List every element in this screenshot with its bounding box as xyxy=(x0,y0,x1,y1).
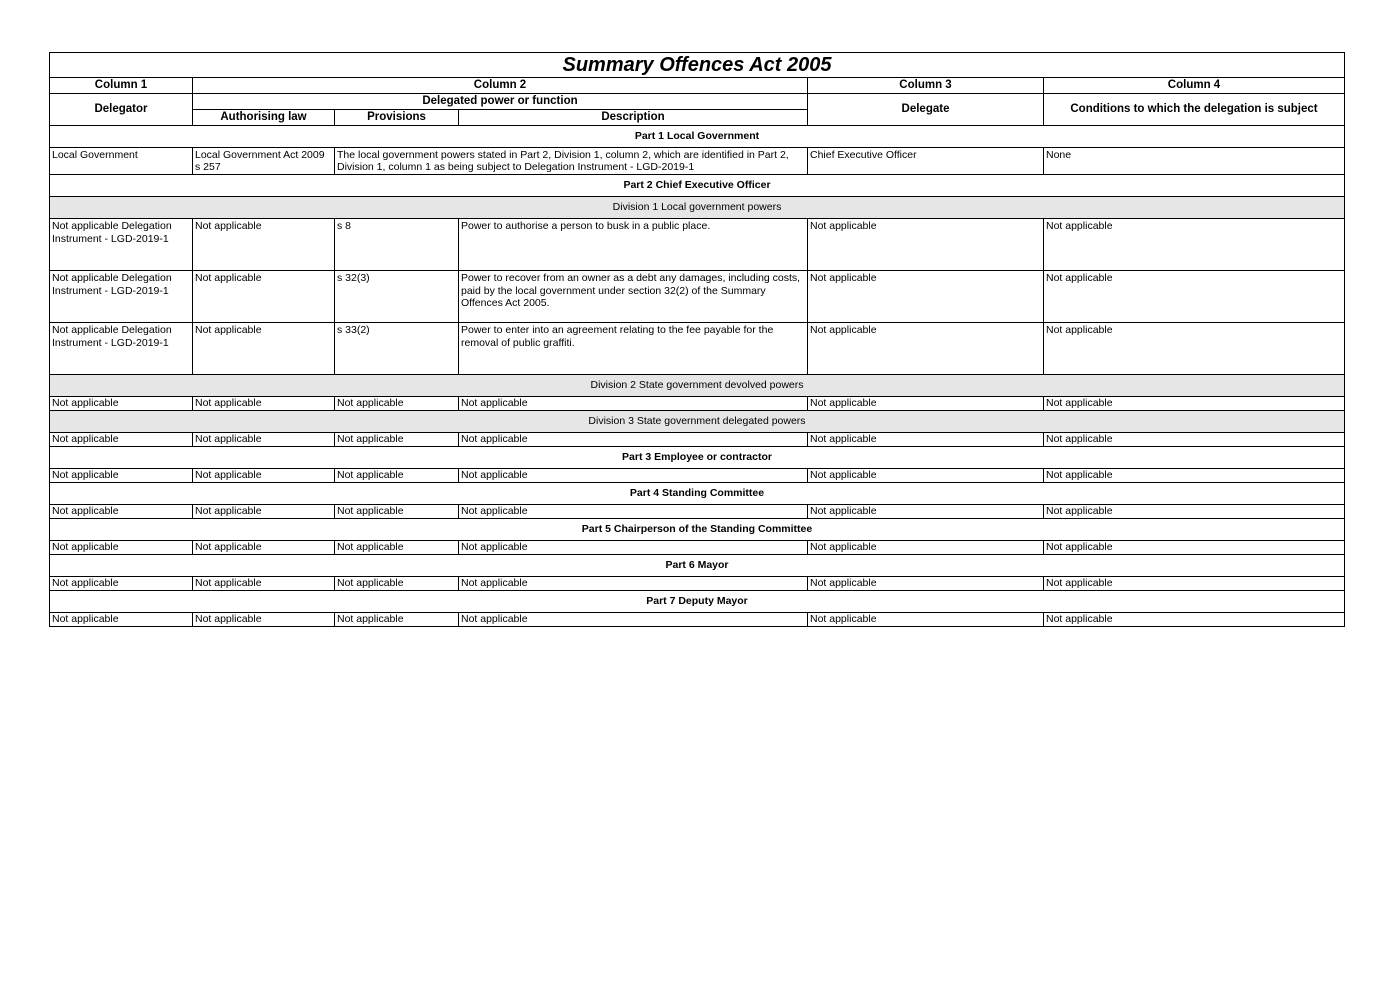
delegate-cell: Not applicable xyxy=(808,219,1044,271)
part-4-heading-row xyxy=(50,483,1345,505)
part-7-title: Part 7 Deputy Mayor xyxy=(50,591,1345,613)
authorising-law-header: Authorising law xyxy=(193,110,335,126)
na-cell: Not applicable xyxy=(335,397,459,411)
part-7-heading-row xyxy=(50,591,1345,613)
delegate-cell: Not applicable xyxy=(808,271,1044,323)
na-cell: Not applicable xyxy=(193,613,335,627)
na-cell: Not applicable xyxy=(808,505,1044,519)
delegate-header: Delegate xyxy=(808,94,1044,126)
na-cell: Not applicable xyxy=(335,541,459,555)
na-cell: Not applicable xyxy=(459,541,808,555)
description-cell: Power to enter into an agreement relating to the fee payable for the removal of public graffiti. xyxy=(459,323,808,375)
na-cell: Not applicable xyxy=(193,397,335,411)
na-cell: Not applicable xyxy=(50,469,193,483)
part-2-heading-row xyxy=(50,175,1345,197)
part-5-title: Part 5 Chairperson of the Standing Committee xyxy=(50,519,1345,541)
na-cell: Not applicable xyxy=(193,469,335,483)
delegation-table xyxy=(49,52,1345,627)
table-row xyxy=(50,577,1345,591)
provisions-cell: s 33(2) xyxy=(335,323,459,375)
table-row xyxy=(50,271,1345,323)
na-cell: Not applicable xyxy=(808,541,1044,555)
table-row xyxy=(50,148,1345,175)
description-cell: Power to recover from an owner as a debt any damages, including costs, paid by the local government under section 32(2) of the Summary Offences Act 2005. xyxy=(459,271,808,323)
na-cell: Not applicable xyxy=(1044,397,1345,411)
part-4-title: Part 4 Standing Committee xyxy=(50,483,1345,505)
na-cell: Not applicable xyxy=(335,577,459,591)
na-cell: Not applicable xyxy=(335,469,459,483)
table-row xyxy=(50,505,1345,519)
delegator-cell: Local Government xyxy=(50,148,193,175)
na-cell: Not applicable xyxy=(808,469,1044,483)
document-title: Summary Offences Act 2005 xyxy=(50,53,1345,78)
authorising-law-cell: Not applicable xyxy=(193,271,335,323)
na-cell: Not applicable xyxy=(459,577,808,591)
na-cell: Not applicable xyxy=(1044,469,1345,483)
division-2-title: Division 2 State government devolved powers xyxy=(50,375,1345,397)
na-cell: Not applicable xyxy=(193,541,335,555)
na-cell: Not applicable xyxy=(459,397,808,411)
authorising-law-cell: Not applicable xyxy=(193,219,335,271)
delegate-cell: Not applicable xyxy=(808,323,1044,375)
conditions-cell: None xyxy=(1044,148,1345,175)
na-cell: Not applicable xyxy=(1044,505,1345,519)
na-cell: Not applicable xyxy=(50,541,193,555)
authorising-law-cell: Not applicable xyxy=(193,323,335,375)
na-cell: Not applicable xyxy=(335,433,459,447)
table-row xyxy=(50,541,1345,555)
part-6-title: Part 6 Mayor xyxy=(50,555,1345,577)
na-cell: Not applicable xyxy=(193,433,335,447)
delegated-power-header: Delegated power or function xyxy=(193,94,808,110)
part-1-title: Part 1 Local Government xyxy=(50,126,1345,148)
na-cell: Not applicable xyxy=(808,577,1044,591)
na-cell: Not applicable xyxy=(1044,613,1345,627)
division-2-heading-row xyxy=(50,375,1345,397)
delegator-cell: Not applicable Delegation Instrument - LGD-2019-1 xyxy=(50,271,193,323)
column-number-row xyxy=(50,78,1345,94)
na-cell: Not applicable xyxy=(50,433,193,447)
description-header: Description xyxy=(459,110,808,126)
conditions-cell: Not applicable xyxy=(1044,323,1345,375)
na-cell: Not applicable xyxy=(1044,433,1345,447)
na-cell: Not applicable xyxy=(808,613,1044,627)
column-3-header: Column 3 xyxy=(808,78,1044,94)
provisions-cell: s 8 xyxy=(335,219,459,271)
na-cell: Not applicable xyxy=(459,469,808,483)
na-cell: Not applicable xyxy=(1044,541,1345,555)
delegator-header: Delegator xyxy=(50,94,193,126)
na-cell: Not applicable xyxy=(50,397,193,411)
na-cell: Not applicable xyxy=(50,505,193,519)
header-row-2 xyxy=(50,94,1345,110)
delegator-cell: Not applicable Delegation Instrument - LGD-2019-1 xyxy=(50,219,193,271)
table-row xyxy=(50,397,1345,411)
na-cell: Not applicable xyxy=(459,433,808,447)
part-3-title: Part 3 Employee or contractor xyxy=(50,447,1345,469)
part-6-heading-row xyxy=(50,555,1345,577)
table-row xyxy=(50,433,1345,447)
part-1-heading-row xyxy=(50,126,1345,148)
table-row xyxy=(50,613,1345,627)
table-row xyxy=(50,323,1345,375)
column-4-header: Column 4 xyxy=(1044,78,1345,94)
na-cell: Not applicable xyxy=(50,577,193,591)
description-cell: The local government powers stated in Part 2, Division 1, column 2, which are identified in Part 2, Division 1, column 1 as being subject to Delegation Instrument - LGD-2019-1 xyxy=(335,148,808,175)
column-2-header: Column 2 xyxy=(193,78,808,94)
division-3-title: Division 3 State government delegated powers xyxy=(50,411,1345,433)
table-row xyxy=(50,469,1345,483)
conditions-cell: Not applicable xyxy=(1044,271,1345,323)
delegate-cell: Chief Executive Officer xyxy=(808,148,1044,175)
provisions-cell: s 32(3) xyxy=(335,271,459,323)
provisions-header: Provisions xyxy=(335,110,459,126)
conditions-header: Conditions to which the delegation is subject xyxy=(1044,94,1345,126)
authorising-law-cell: Local Government Act 2009 s 257 xyxy=(193,148,335,175)
part-3-heading-row xyxy=(50,447,1345,469)
na-cell: Not applicable xyxy=(808,397,1044,411)
na-cell: Not applicable xyxy=(50,613,193,627)
conditions-cell: Not applicable xyxy=(1044,219,1345,271)
na-cell: Not applicable xyxy=(193,505,335,519)
table-row xyxy=(50,219,1345,271)
part-2-title: Part 2 Chief Executive Officer xyxy=(50,175,1345,197)
title-row xyxy=(50,53,1345,78)
description-cell: Power to authorise a person to busk in a public place. xyxy=(459,219,808,271)
part-5-heading-row xyxy=(50,519,1345,541)
na-cell: Not applicable xyxy=(335,505,459,519)
column-1-header: Column 1 xyxy=(50,78,193,94)
na-cell: Not applicable xyxy=(459,613,808,627)
division-1-heading-row xyxy=(50,197,1345,219)
delegator-cell: Not applicable Delegation Instrument - LGD-2019-1 xyxy=(50,323,193,375)
na-cell: Not applicable xyxy=(459,505,808,519)
na-cell: Not applicable xyxy=(808,433,1044,447)
na-cell: Not applicable xyxy=(335,613,459,627)
division-1-title: Division 1 Local government powers xyxy=(50,197,1345,219)
na-cell: Not applicable xyxy=(1044,577,1345,591)
division-3-heading-row xyxy=(50,411,1345,433)
na-cell: Not applicable xyxy=(193,577,335,591)
